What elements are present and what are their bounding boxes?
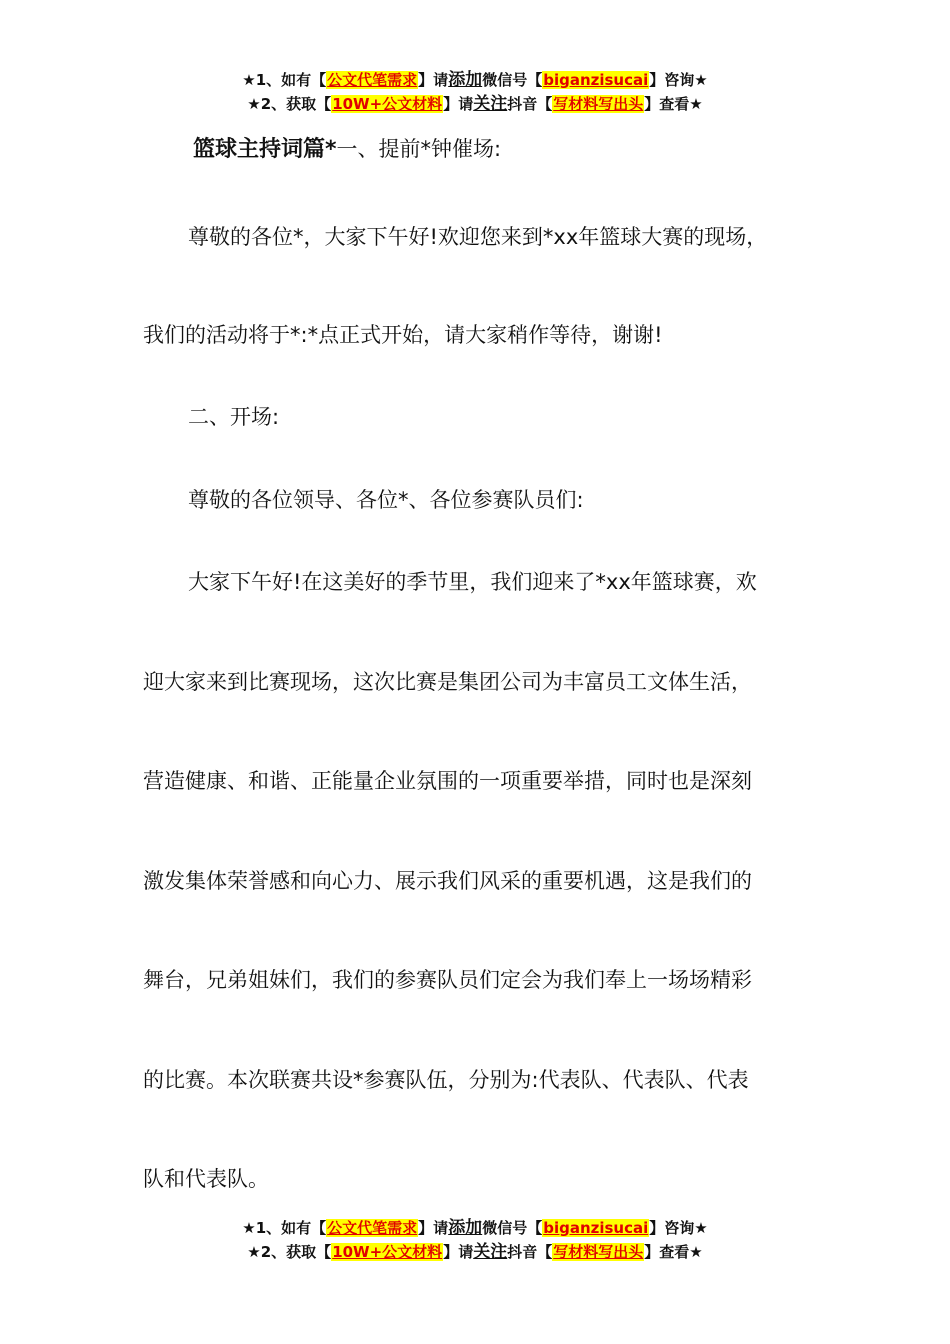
add-emphasis: 添加 [448, 70, 483, 90]
promo-text: ★1、如有【 [242, 71, 327, 89]
document-title-row [193, 133, 501, 166]
paragraph-line: 舞台，兄弟姐妹们，我们的参赛队员们定会为我们奉上一场场精彩 [143, 968, 752, 992]
promo-text: ★2、获取【 [247, 1243, 332, 1261]
promo-text: 】查看★ [644, 95, 703, 113]
paragraph-line: 迎大家来到比赛现场，这次比赛是集团公司为丰富员工文体生活， [143, 670, 752, 694]
materials-highlight: 10W+公文材料 [332, 1243, 443, 1261]
service-highlight: 公文代笔需求 [327, 71, 418, 89]
service-highlight: 公文代笔需求 [327, 1219, 418, 1237]
douyin-id-highlight: 写材料写出头 [553, 95, 644, 113]
promo-text: 】请 [418, 1219, 449, 1237]
paragraph-line: 队和代表队。 [143, 1167, 269, 1191]
promo-text: 微信号【 [482, 71, 543, 89]
wechat-id-highlight: biganzisucai [543, 71, 649, 89]
promo-text: 】咨询★ [649, 1219, 708, 1237]
section-heading: 二、开场: [188, 405, 280, 429]
follow-emphasis: 关注 [473, 1242, 508, 1262]
promo-line-2 [0, 1240, 950, 1264]
promo-text: 抖音【 [507, 1243, 553, 1261]
follow-emphasis: 关注 [473, 94, 508, 114]
bottom-promo-banner [0, 1216, 950, 1264]
section-heading: 一、提前*钟催场: [336, 137, 502, 161]
materials-highlight: 10W+公文材料 [332, 95, 443, 113]
promo-line-2 [0, 92, 950, 116]
promo-text: 】查看★ [644, 1243, 703, 1261]
promo-text: 抖音【 [507, 95, 553, 113]
paragraph-line: 尊敬的各位*，大家下午好!欢迎您来到*xx年篮球大赛的现场， [188, 225, 768, 249]
promo-text: 微信号【 [482, 1219, 543, 1237]
promo-text: 】请 [443, 1243, 474, 1261]
promo-text: ★1、如有【 [242, 1219, 327, 1237]
promo-text: 】请 [443, 95, 474, 113]
paragraph-line: 我们的活动将于*:*点正式开始，请大家稍作等待，谢谢! [143, 323, 663, 347]
douyin-id-highlight: 写材料写出头 [553, 1243, 644, 1261]
paragraph-line: 大家下午好!在这美好的季节里，我们迎来了*xx年篮球赛，欢 [188, 570, 757, 594]
promo-line-1 [0, 1216, 950, 1240]
wechat-id-highlight: biganzisucai [543, 1219, 649, 1237]
paragraph-line: 营造健康、和谐、正能量企业氛围的一项重要举措，同时也是深刻 [143, 769, 752, 793]
document-title: 篮球主持词篇* [193, 137, 337, 162]
add-emphasis: 添加 [448, 1218, 483, 1238]
promo-text: ★2、获取【 [247, 95, 332, 113]
paragraph-line: 尊敬的各位领导、各位*、各位参赛队员们: [188, 488, 584, 512]
paragraph-line: 激发集体荣誉感和向心力、展示我们风采的重要机遇，这是我们的 [143, 869, 752, 893]
top-promo-banner [0, 68, 950, 116]
promo-text: 】请 [418, 71, 449, 89]
paragraph-line: 的比赛。本次联赛共设*参赛队伍，分别为:代表队、代表队、代表 [143, 1068, 749, 1092]
promo-text: 】咨询★ [649, 71, 708, 89]
promo-line-1 [0, 68, 950, 92]
